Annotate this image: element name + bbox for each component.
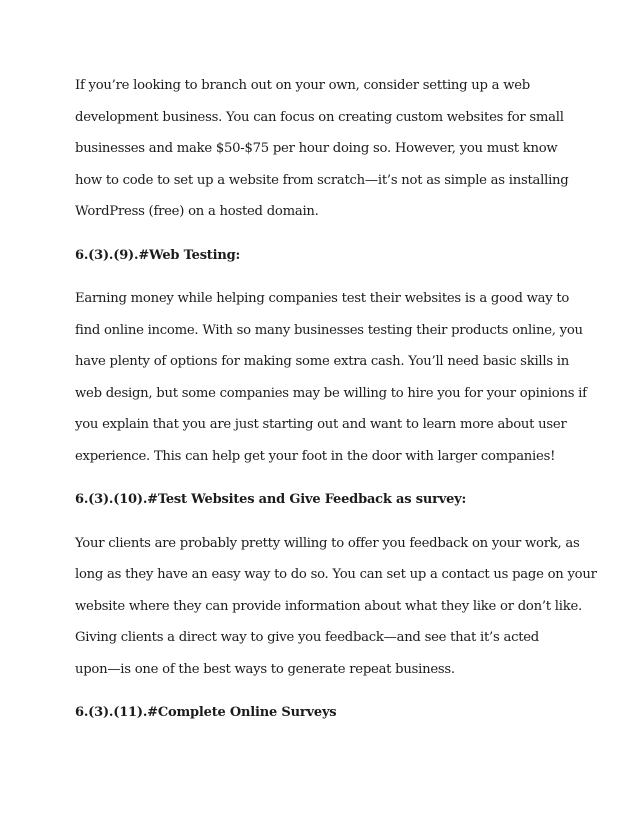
paragraph-line: experience. This can help get your foot in the door with larger companies! [75,448,556,464]
paragraph-line: long as they have an easy way to do so. You can set up a contact us page on your [75,567,597,582]
section-heading-web-testing: 6.(3).(9).#Web Testing: [75,247,241,263]
section-heading-online-surveys: 6.(3).(11).#Complete Online Surveys [75,705,337,720]
paragraph-feedback [75,528,597,686]
paragraph-line: Earning money while helping companies test their websites is a good way to [75,291,570,306]
paragraph-line: Giving clients a direct way to give you feedback—and see that it’s acted [75,630,539,645]
paragraph-line: web design, but some companies may be willing to hire you for your opinions if [75,385,587,401]
paragraph-line: development business. You can focus on creating custom websites for small [75,109,564,125]
paragraph-line: how to code to set up a website from scratch—it’s not as simple as installing [75,172,569,188]
paragraph-line: businesses and make $50-$75 per hour doing so. However, you must know [75,141,558,156]
document-page [75,70,597,741]
paragraph-line: website where they can provide information about what they like or don’t like. [75,598,582,614]
paragraph-line: find online income. With so many businesses testing their products online, you [75,322,583,338]
paragraph-web-testing [75,283,587,472]
paragraph-web-development [75,70,575,228]
paragraph-line: If you’re looking to branch out on your own, consider setting up a web [75,78,531,93]
paragraph-line: have plenty of options for making some extra cash. You’ll need basic skills in [75,354,570,369]
paragraph-line: upon—is one of the best ways to generate repeat business. [75,661,455,677]
paragraph-line: you explain that you are just starting out and want to learn more about user [75,417,567,432]
paragraph-line: Your clients are probably pretty willing to offer you feedback on your work, as [75,535,580,551]
section-heading-test-websites: 6.(3).(10).#Test Websites and Give Feedback as survey: [75,492,467,507]
paragraph-line: WordPress (free) on a hosted domain. [75,204,319,219]
